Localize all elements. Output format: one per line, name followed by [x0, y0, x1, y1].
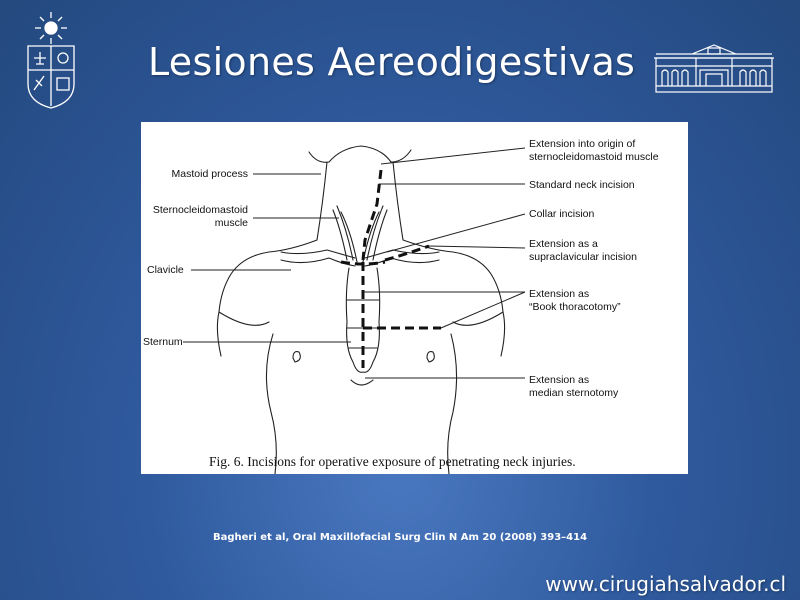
scm-left	[333, 206, 357, 262]
neck-shoulder-left	[214, 162, 327, 356]
label-scm-line2: muscle	[214, 217, 248, 229]
label-mastoid-process: Mastoid process	[171, 168, 248, 180]
pectoral-left	[219, 312, 269, 325]
label-supraclavicular-line1: Extension as a	[529, 238, 598, 250]
label-scm-line1: Sternocleidomastoid	[152, 204, 248, 216]
figure-caption: Fig. 6. Incisions for operative exposure of penetrating neck injuries.	[209, 454, 576, 469]
label-extension-origin-line2: sternocleidomastoid muscle	[529, 151, 659, 163]
nipple-right	[427, 352, 434, 362]
leader-supraclavicular	[429, 246, 525, 248]
label-sternum: Sternum	[143, 336, 183, 348]
university-crest-logo	[20, 10, 82, 110]
label-standard-neck-incision: Standard neck incision	[529, 179, 635, 191]
website-url: www.cirugiahsalvador.cl	[545, 572, 786, 596]
standard-neck-incision	[363, 170, 381, 260]
leader-extension-origin	[381, 148, 525, 164]
xiphoid	[351, 380, 373, 385]
label-book-line1: Extension as	[529, 288, 590, 300]
pectoral-right	[453, 312, 503, 325]
building-logo	[652, 42, 776, 94]
nipple-left	[293, 352, 300, 362]
label-supraclavicular-line2: supraclavicular incision	[529, 251, 637, 263]
label-sternotomy-line2: median sternotomy	[529, 387, 619, 399]
label-book-line2: “Book thoracotomy”	[529, 301, 621, 313]
jaw-right	[391, 150, 411, 162]
chin-outline	[329, 146, 391, 162]
clavicle-left	[281, 250, 355, 258]
label-clavicle: Clavicle	[147, 264, 184, 276]
torso-left	[266, 334, 276, 474]
incision-diagram	[141, 122, 688, 474]
citation: Bagheri et al, Oral Maxillofacial Surg Clin N Am 20 (2008) 393–414	[212, 532, 588, 543]
label-sternotomy-line1: Extension as	[529, 374, 590, 386]
jaw-left	[309, 152, 329, 162]
slide-title: Lesiones Aereodigestivas	[148, 40, 636, 84]
label-collar-incision: Collar incision	[529, 208, 595, 220]
torso-right	[448, 334, 457, 474]
label-extension-origin-line1: Extension into origin of	[529, 138, 636, 150]
